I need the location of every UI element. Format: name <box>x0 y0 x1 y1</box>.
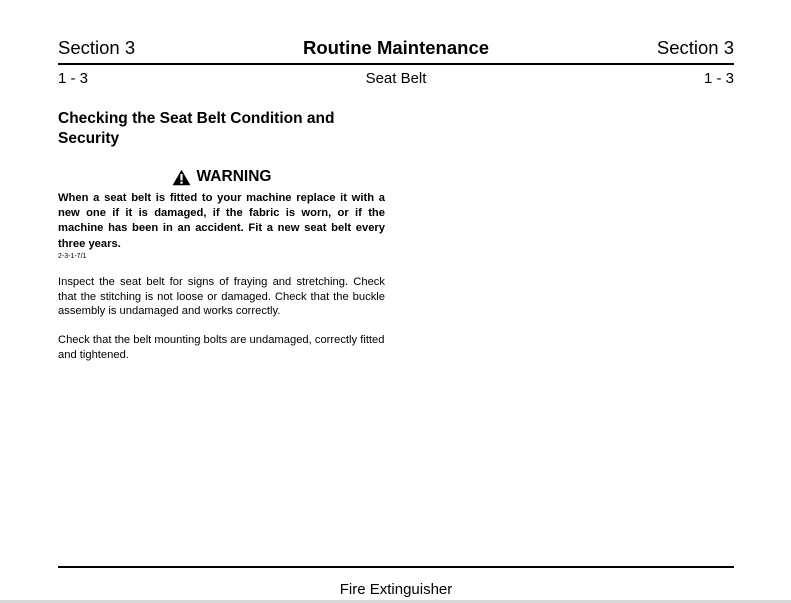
warning-header <box>58 168 385 186</box>
section-label-right: Section 3 <box>656 37 734 58</box>
main-content <box>58 109 385 374</box>
header-divider <box>58 63 734 65</box>
next-topic-footer: Fire Extinguisher <box>339 581 453 598</box>
footer-divider <box>58 566 734 568</box>
warning-triangle-icon <box>172 169 191 186</box>
page-title: Routine Maintenance <box>302 37 490 58</box>
section-label-left: Section 3 <box>58 37 136 58</box>
warning-title: WARNING <box>196 168 272 185</box>
page-header <box>58 36 734 62</box>
paragraph-bolts: Check that the belt mounting bolts are undamaged, correctly fitted and tightened. <box>58 334 385 361</box>
page-number-right: 1 - 3 <box>703 70 734 87</box>
paragraph-inspect: Inspect the seat belt for signs of fraying and stretching. Check that the stitching is not loose or damaged. Check that the buckle assembly is undamaged and works correctly. <box>58 275 385 318</box>
warning-reference-code: 2-3-1-7/1 <box>58 252 87 260</box>
page-number-left: 1 - 3 <box>58 70 89 87</box>
section-heading: Checking the Seat Belt Condition and Security <box>58 110 335 147</box>
page-subheader <box>58 69 734 89</box>
page-subtitle: Seat Belt <box>365 70 427 87</box>
warning-text: When a seat belt is fitted to your machine replace it with a new one if it is damaged, if the fabric is worn, or if the machine has been in an accident. Fit a new seat belt every three years. <box>58 192 385 250</box>
